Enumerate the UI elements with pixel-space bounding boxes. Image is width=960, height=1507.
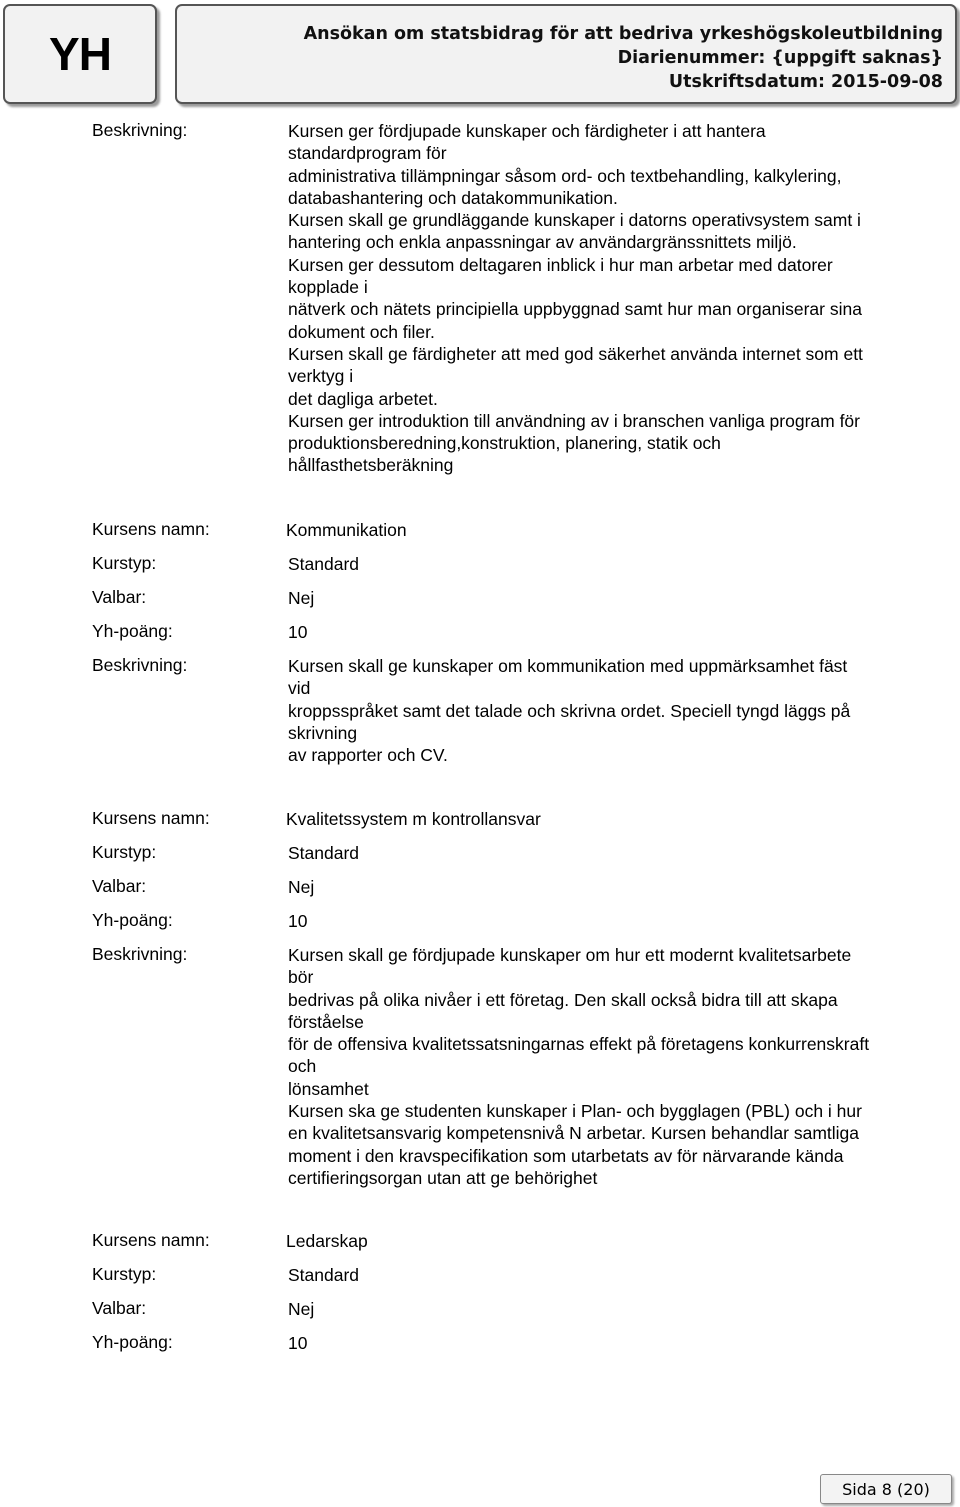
- description-line: standardprogram för: [288, 143, 447, 164]
- header-text: [304, 22, 943, 94]
- points-label: Yh-poäng:: [92, 621, 173, 641]
- description-line: bedrivas på olika nivåer i ett företag. Den skall också bidra till att skapa: [288, 989, 838, 1010]
- description-line: bör: [288, 967, 314, 988]
- course-name-label: Kursens namn:: [92, 1230, 210, 1250]
- description-line: en kvalitetsansvarig kompetensnivå N arbetar. Kursen behandlar samtliga: [288, 1123, 860, 1144]
- description-line: produktionsberedning,konstruktion, planering, statik och: [288, 433, 721, 454]
- description-line: lönsamhet: [288, 1078, 369, 1099]
- course-name: Ledarskap: [286, 1231, 368, 1251]
- description-line: av rapporter och CV.: [288, 745, 448, 766]
- description-label: Beskrivning:: [92, 655, 188, 675]
- course-name-label: Kursens namn:: [92, 519, 210, 539]
- course-description: [288, 944, 958, 1189]
- page-number: Sida 8 (20): [842, 1479, 930, 1499]
- description-line: skrivning: [288, 722, 358, 743]
- course-type: Standard: [288, 554, 360, 574]
- description-line: Kursen ska ge studenten kunskaper i Plan- och bygglagen (PBL) och i hur: [288, 1101, 862, 1122]
- description-line: verktyg i: [288, 366, 354, 387]
- course-name: Kvalitetssystem m kontrollansvar: [286, 809, 541, 829]
- points-value: 10: [288, 622, 308, 642]
- description-line: vid: [288, 678, 311, 699]
- points-value: 10: [288, 1333, 308, 1353]
- document-title: Ansökan om statsbidrag för att bedriva yrkeshögskoleutbildning: [303, 24, 943, 44]
- course-type-label: Kurstyp:: [92, 842, 157, 862]
- description-line: hantering och enkla anpassningar av användargränssnittets miljö.: [288, 232, 797, 253]
- description-line: kopplade i: [288, 277, 368, 298]
- description-line: administrativa tillämpningar såsom ord- och textbehandling, kalkylering,: [288, 165, 842, 186]
- description-line: kroppsspråket samt det talade och skrivna ordet. Speciell tyngd läggs på: [288, 700, 851, 721]
- description-line: för de offensiva kvalitetssatsningarnas effekt på företagens konkurrenskraft: [288, 1034, 870, 1055]
- description-line: certifieringsorgan utan att ge behörighet: [288, 1167, 598, 1188]
- yh-logo: YH: [49, 28, 111, 80]
- course-type: Standard: [288, 843, 360, 863]
- description-line: Kursen ger fördjupade kunskaper och färdigheter i att hantera: [288, 121, 766, 141]
- description-line: databashantering och datakommunikation.: [288, 187, 618, 208]
- description-line: förståelse: [288, 1011, 364, 1032]
- course-description: [288, 120, 958, 477]
- description-line: det dagliga arbetet.: [288, 388, 438, 409]
- description-line: Kursen ger dessutom deltagaren inblick i hur man arbetar med datorer: [288, 254, 833, 275]
- course-type-label: Kurstyp:: [92, 1264, 157, 1284]
- course-name-label: Kursens namn:: [92, 808, 210, 828]
- points-value: 10: [288, 911, 308, 931]
- document-header: [175, 4, 957, 104]
- course-name: Kommunikation: [286, 520, 407, 540]
- description-line: Kursen skall ge grundläggande kunskaper i datorns operativsystem samt i: [288, 210, 861, 231]
- elective-label: Valbar:: [92, 1298, 147, 1318]
- description-line: Kursen ger introduktion till användning av i branschen vanliga program för: [288, 410, 860, 431]
- description-line: Kursen skall ge fördjupade kunskaper om hur ett modernt kvalitetsarbete: [288, 945, 852, 965]
- description-line: Kursen skall ge kunskaper om kommunikation med uppmärksamhet fäst: [288, 656, 848, 676]
- course-description: [288, 655, 958, 766]
- description-line: Kursen skall ge färdigheter att med god säkerhet använda internet som ett: [288, 343, 863, 364]
- description-label: Beskrivning:: [92, 120, 188, 140]
- course-type-label: Kurstyp:: [92, 553, 157, 573]
- description-line: och: [288, 1056, 317, 1077]
- description-line: nätverk och nätets principiella uppbyggnad samt hur man organiserar sina: [288, 299, 862, 320]
- elective-label: Valbar:: [92, 876, 147, 896]
- description-line: moment i den kravspecifikation som utarbetats av för närvarande kända: [288, 1145, 844, 1166]
- logo-box: [3, 4, 157, 104]
- description-line: hållfasthetsberäkning: [288, 455, 454, 476]
- elective-label: Valbar:: [92, 587, 147, 607]
- page-number-box: [820, 1474, 952, 1504]
- points-label: Yh-poäng:: [92, 1332, 173, 1352]
- description-label: Beskrivning:: [92, 944, 188, 964]
- elective-value: Nej: [288, 877, 315, 897]
- description-line: dokument och filer.: [288, 321, 435, 342]
- elective-value: Nej: [288, 1299, 315, 1319]
- diarienummer: Diarienummer: {uppgift saknas}: [617, 48, 943, 68]
- points-label: Yh-poäng:: [92, 910, 173, 930]
- elective-value: Nej: [288, 588, 315, 608]
- course-type: Standard: [288, 1265, 360, 1285]
- print-date: Utskriftsdatum: 2015-09-08: [668, 72, 943, 92]
